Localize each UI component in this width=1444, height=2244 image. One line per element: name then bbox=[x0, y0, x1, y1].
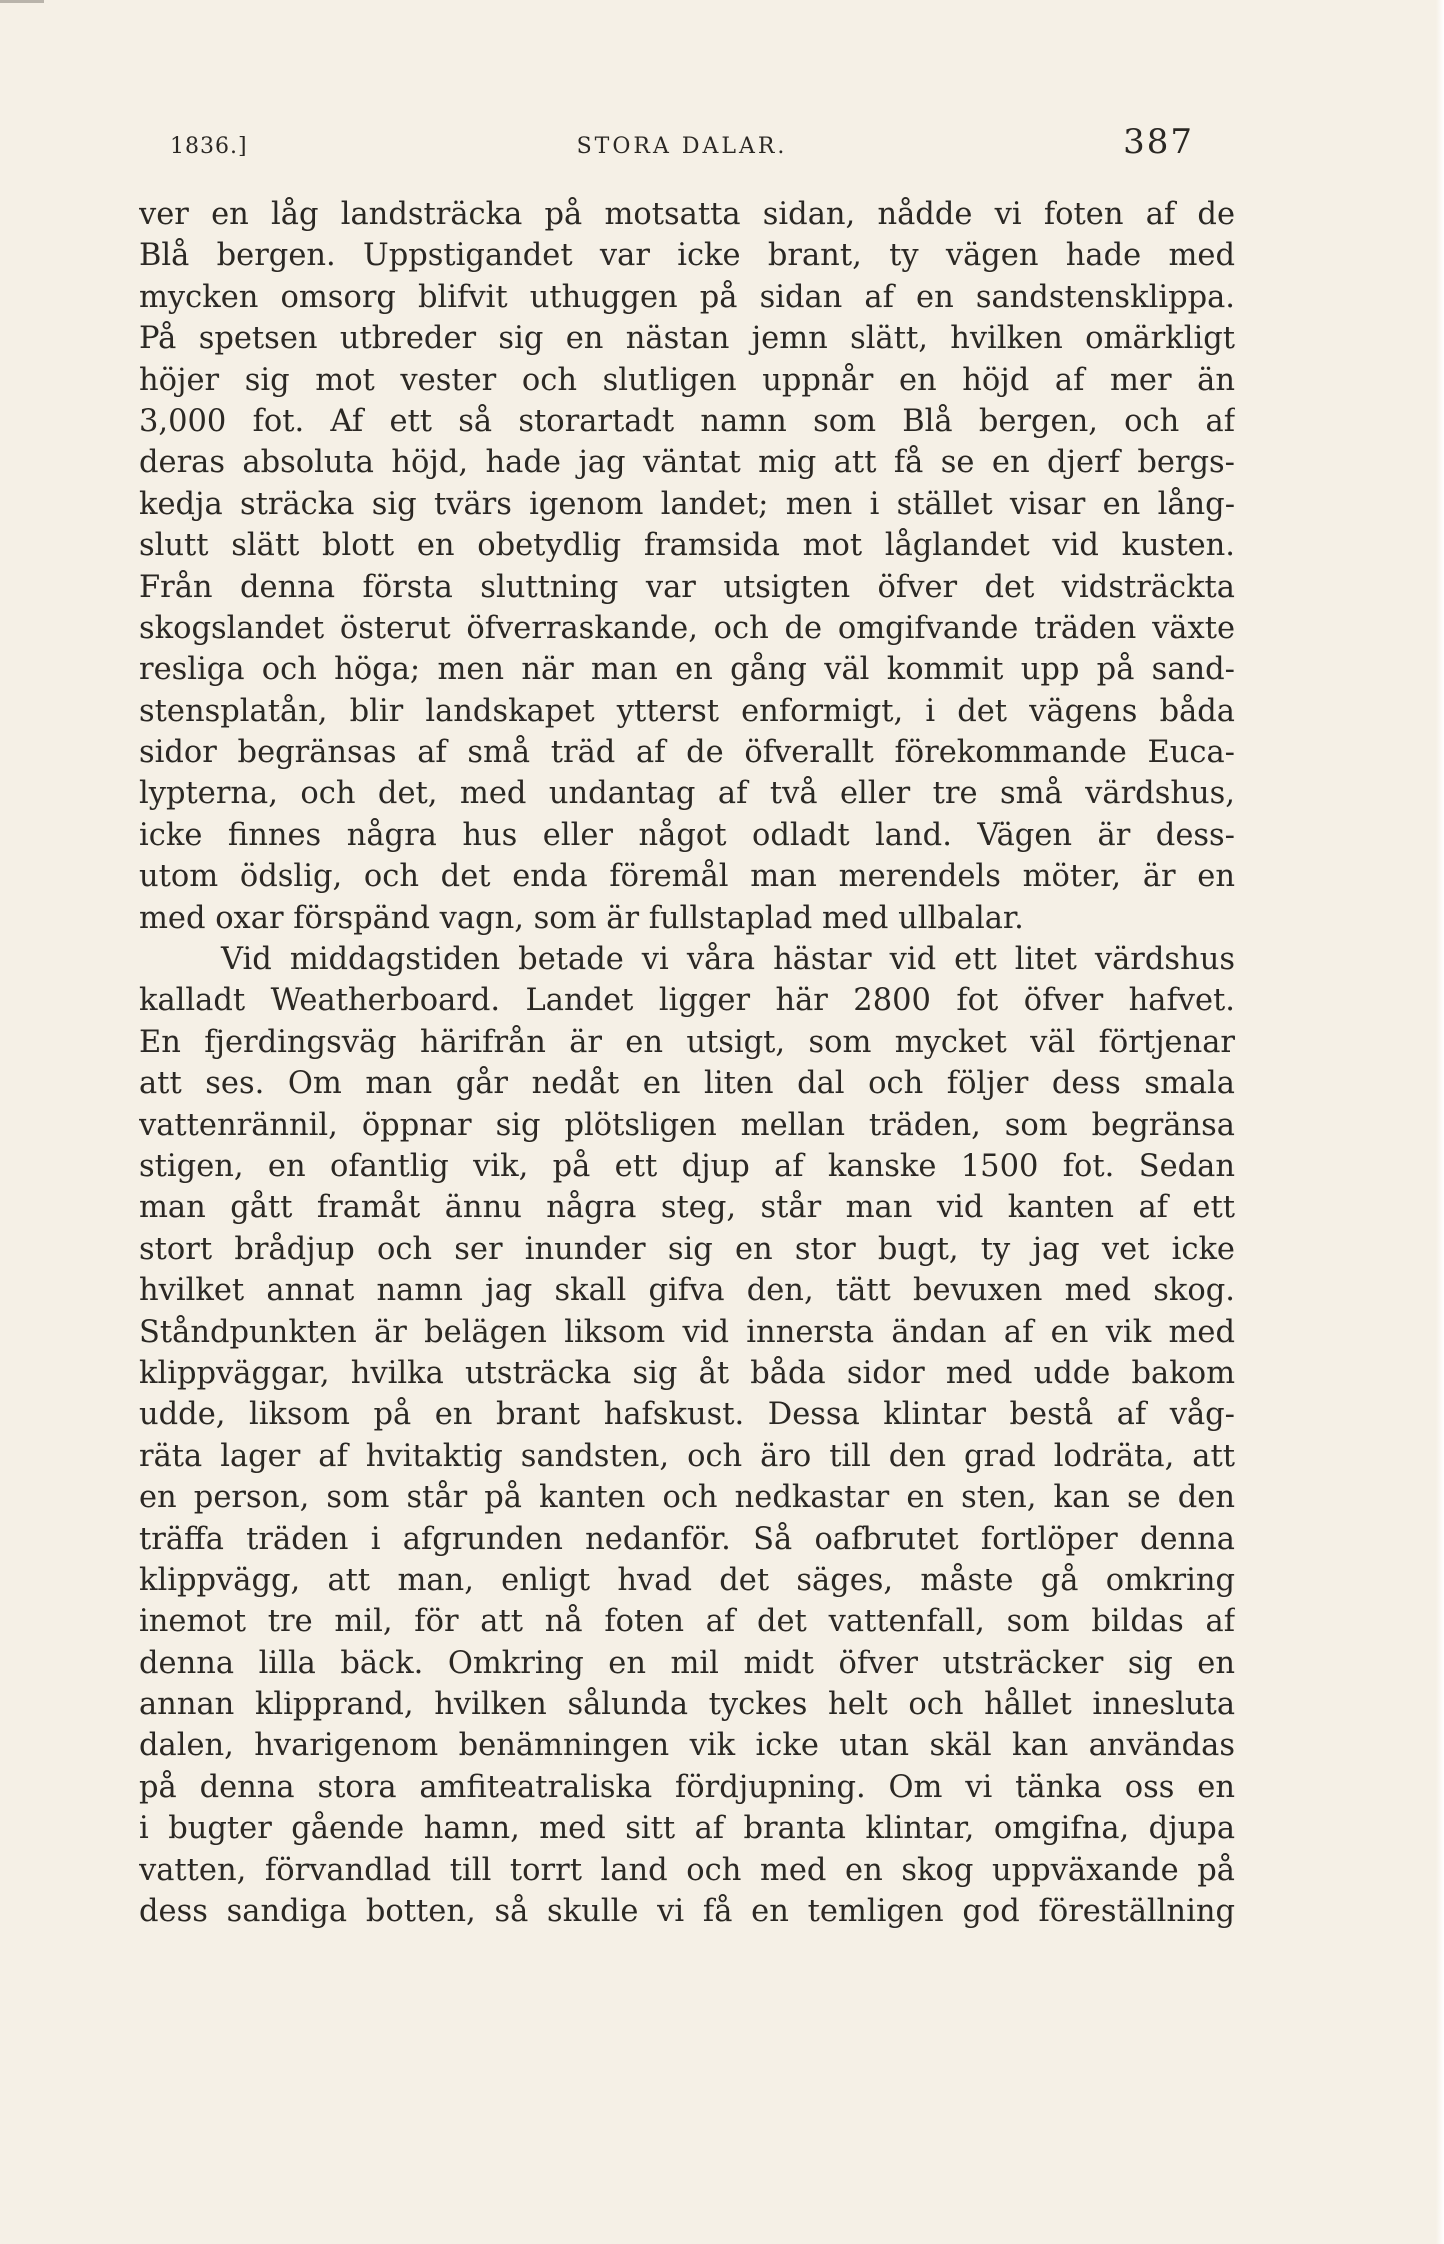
text-line: stensplatån, blir landskapet ytterst enformigt, i det vägens båda bbox=[139, 693, 1235, 729]
text-line: sidor begränsas af små träd af de öfverallt förekommande Euca- bbox=[139, 735, 1235, 771]
text-line: En fjerdingsväg härifrån är en utsigt, som mycket väl förtjenar bbox=[139, 1024, 1235, 1060]
text-line: slutt slätt blott en obetydlig framsida mot låglandet vid kusten. bbox=[139, 528, 1235, 564]
text-line: träffa träden i afgrunden nedanför. Så oafbrutet fortlöper denna bbox=[139, 1521, 1235, 1557]
text-line: lypterna, och det, med undantag af två eller tre små värdshus, bbox=[139, 776, 1235, 812]
text-line: denna lilla bäck. Omkring en mil midt öfver utsträcker sig en bbox=[139, 1645, 1235, 1681]
text-line: klippvägg, att man, enligt hvad det säges, måste gå omkring bbox=[139, 1562, 1235, 1598]
text-line: Blå bergen. Uppstigandet var icke brant, ty vägen hade med bbox=[139, 238, 1235, 274]
text-line: räta lager af hvitaktig sandsten, och äro till den grad lodräta, att bbox=[139, 1438, 1235, 1474]
text-line: kalladt Weatherboard. Landet ligger här 2800 fot öfver hafvet. bbox=[139, 983, 1235, 1019]
running-header bbox=[170, 122, 1194, 172]
body-text bbox=[139, 194, 1235, 1932]
text-line: med oxar förspänd vagn, som är fullstaplad med ullbalar. bbox=[139, 900, 1024, 936]
text-line: resliga och höga; men när man en gång väl kommit upp på sand- bbox=[139, 652, 1235, 688]
text-line: hvilket annat namn jag skall gifva den, tätt bevuxen med skog. bbox=[139, 1273, 1235, 1309]
text-line: icke finnes några hus eller något odladt land. Vägen är dess- bbox=[139, 817, 1235, 853]
text-line: deras absoluta höjd, hade jag väntat mig att få se en djerf bergs- bbox=[139, 445, 1235, 481]
text-line: på denna stora amfiteatraliska fördjupning. Om vi tänka oss en bbox=[139, 1769, 1235, 1805]
header-title: STORA DALAR. bbox=[576, 134, 788, 159]
text-line: inemot tre mil, för att nå foten af det vattenfall, som bildas af bbox=[139, 1604, 1235, 1640]
text-line: höjer sig mot vester och slutligen uppnår en höjd af mer än bbox=[139, 362, 1235, 398]
text-line: dess sandiga botten, så skulle vi få en temligen god föreställning bbox=[139, 1894, 1235, 1930]
text-line: På spetsen utbreder sig en nästan jemn slätt, hvilken omärkligt bbox=[139, 321, 1235, 357]
text-line: vatten, förvandlad till torrt land och med en skog uppväxande på bbox=[139, 1852, 1235, 1888]
text-line: Från denna första sluttning var utsigten öfver det vidsträckta bbox=[139, 569, 1235, 605]
text-line: en person, som står på kanten och nedkastar en sten, kan se den bbox=[139, 1480, 1235, 1516]
scan-edge-mark bbox=[0, 0, 44, 3]
text-line: skogslandet österut öfverraskande, och de omgifvande träden växte bbox=[139, 610, 1235, 646]
text-line: annan klipprand, hvilken sålunda tyckes helt och hållet innesluta bbox=[139, 1687, 1235, 1723]
header-year: 1836.] bbox=[170, 134, 248, 159]
text-line: man gått framåt ännu några steg, står man vid kanten af ett bbox=[139, 1190, 1235, 1226]
text-line: stort brådjup och ser inunder sig en stor bugt, ty jag vet icke bbox=[139, 1231, 1235, 1267]
text-line: stigen, en ofantlig vik, på ett djup af kanske 1500 fot. Sedan bbox=[139, 1148, 1235, 1184]
text-line: Vid middagstiden betade vi våra hästar vid ett litet värdshus bbox=[221, 942, 1235, 978]
text-line: mycken omsorg blifvit uthuggen på sidan af en sandstensklippa. bbox=[139, 279, 1235, 315]
text-line: dalen, hvarigenom benämningen vik icke utan skäl kan användas bbox=[139, 1728, 1235, 1764]
text-line: utom ödslig, och det enda föremål man merendels möter, är en bbox=[139, 859, 1235, 895]
text-line: klippväggar, hvilka utsträcka sig åt båda sidor med udde bakom bbox=[139, 1355, 1235, 1391]
page-edge bbox=[1436, 0, 1444, 2244]
text-line: vattenrännil, öppnar sig plötsligen mellan träden, som begränsa bbox=[139, 1107, 1235, 1143]
page-number: 387 bbox=[1123, 122, 1194, 162]
text-line: ver en låg landsträcka på motsatta sidan, nådde vi foten af de bbox=[139, 197, 1235, 232]
text-line: att ses. Om man går nedåt en liten dal och följer dess smala bbox=[139, 1066, 1235, 1102]
text-line: Ståndpunkten är belägen liksom vid innersta ändan af en vik med bbox=[139, 1314, 1235, 1350]
text-line: kedja sträcka sig tvärs igenom landet; men i stället visar en lång- bbox=[139, 486, 1235, 522]
text-line: udde, liksom på en brant hafskust. Dessa klintar bestå af våg- bbox=[139, 1397, 1235, 1433]
text-line: i bugter gående hamn, med sitt af branta klintar, omgifna, djupa bbox=[139, 1811, 1235, 1847]
text-line: 3,000 fot. Af ett så storartadt namn som Blå bergen, och af bbox=[139, 403, 1235, 439]
